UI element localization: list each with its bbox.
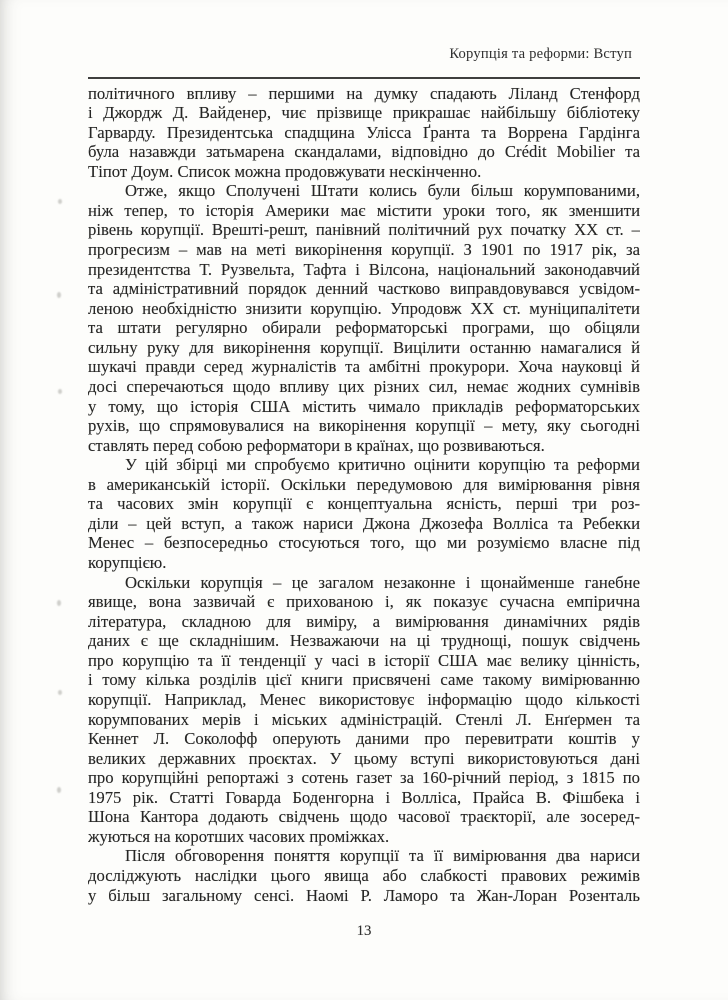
text-line: література, складною для виміру, а вимірювання динамічних рядів [88, 611, 640, 631]
text-line: досліджують наслідки цього явища або слабкості правових режимів [88, 866, 640, 885]
text-line: рівень корупції. Врешті-решт, панівний політичний рух початку XX ст. – [88, 220, 640, 240]
scan-speck [58, 690, 62, 695]
text-line: рухів, що спрямовувалися на викорінення корупції – мету, яку сьогодні [88, 416, 640, 436]
text-line: Оскільки корупція – це загалом незаконне і щонайменше ганебне [125, 572, 640, 592]
text-line: діли – цей вступ, а також нариси Джона Джозефа Волліса та Ребекки [88, 513, 640, 533]
text-line: про корупцію та її тенденції у часі в історії США має велику цінність, [88, 650, 640, 670]
text-line: явище, вона зазвичай є прихованою і, як показує сучасна емпірична [88, 592, 640, 612]
text-line: була назавжди затьмарена скандалами, відповідно до Crédit Mobilier та [88, 142, 640, 162]
scan-speck [58, 389, 62, 394]
text-line: сильну руку для викорінення корупції. Вицілити останню намагалися й [88, 337, 640, 357]
text-line: і Джордж Д. Вайденер, чиє прізвище прикрашає найбільшу бібліотеку [88, 103, 640, 123]
text-line: досі сперечаються щодо впливу цих різних сил, немає жодних сумнівів [88, 376, 640, 396]
text-line: Кеннет Л. Соколофф оперують даними про перевитрати коштів у [88, 729, 640, 749]
text-line: Менес – безпосередньо стосуються того, що ми розуміємо власне під [88, 533, 640, 553]
text-line: і тому кілька розділів цієї книги присвячені саме такому вимірюванню [88, 670, 640, 690]
text-line: ставлять перед собою реформатори в країнах, що розвиваються. [88, 435, 545, 455]
text-line: шукачі правди серед журналістів та амбітні прокурори. Хоча науковці й [88, 357, 640, 377]
page-number: 13 [356, 923, 372, 939]
text-line: У цій збірці ми спробуємо критично оцінити корупцію та реформи [125, 455, 640, 475]
text-line: корумпованих мерів і міських адміністрацій. Стенлі Л. Енґермен та [88, 709, 640, 729]
text-line: та часових змін корупції є концептуальна ясність, перші три роз- [88, 494, 640, 514]
text-line: прогресизм – мав на меті викорінення корупції. З 1901 по 1917 рік, за [88, 240, 640, 259]
text-line: Після обговорення поняття корупції та її вимірювання два нариси [125, 846, 640, 866]
scan-speck [57, 600, 61, 606]
text-line: та адміністративний порядок денний частково виправдовувався усвідом- [88, 279, 640, 299]
text-line: Гарварду. Президентська спадщина Улісса Ґранта та Воррена Гардінга [88, 122, 640, 142]
text-line: великих державних проєктах. У цьому вступі використовуються дані [88, 748, 640, 768]
header-rule [88, 77, 640, 79]
scan-speck [57, 787, 61, 793]
text-line: ніж тепер, то історія Америки має містити уроки того, як зменшити [88, 200, 640, 220]
text-line: президентства Т. Рузвельта, Тафта і Вілсона, національний законодавчий [88, 259, 640, 279]
text-line: Отже, якщо Сполучені Штати колись були більш корумпованими, [125, 181, 640, 201]
text-line: Тіпот Доум. Список можна продовжувати нескінченно. [88, 161, 482, 181]
text-line: корупцією. [88, 553, 167, 572]
text-line: даних є ще складнішим. Незважаючи на ці труднощі, пошук свідчень [88, 631, 640, 651]
text-line: та штати регулярно обирали реформаторські програми, що обіцяли [88, 318, 640, 338]
text-line: 1975 рік. Статті Говарда Боденгорна і Волліса, Прайса В. Фішбека і [88, 787, 640, 807]
text-line: жуються на коротших часових проміжках. [88, 826, 390, 846]
text-line: у більш загальному сенсі. Наомі Р. Ламоро та Жан-Лоран Розенталь [88, 885, 640, 905]
text-line: політичного впливу – першими на думку спадають Ліланд Стенфорд [88, 83, 640, 103]
text-line: про корупційні репортажі з сотень газет за 160-річний період, з 1815 по [88, 768, 640, 788]
running-header: Корупція та реформи: Вступ [449, 46, 632, 62]
scan-speck [58, 199, 62, 204]
text-line: у тому, що історія США містить чимало прикладів реформаторських [88, 396, 640, 416]
text-line: леною необхідністю знизити корупцію. Упродовж XX ст. муніципалітети [88, 298, 640, 318]
text-line: в американській історії. Оскільки передумовою для вимірювання рівня [88, 474, 640, 494]
text-line: Шона Кантора додають свідчень щодо часової траєкторії, але зосеред- [88, 807, 640, 827]
scan-speck [57, 292, 61, 298]
text-line: корупції. Наприклад, Менес використовує інформацію щодо кількості [88, 689, 640, 709]
page-body [88, 84, 640, 906]
